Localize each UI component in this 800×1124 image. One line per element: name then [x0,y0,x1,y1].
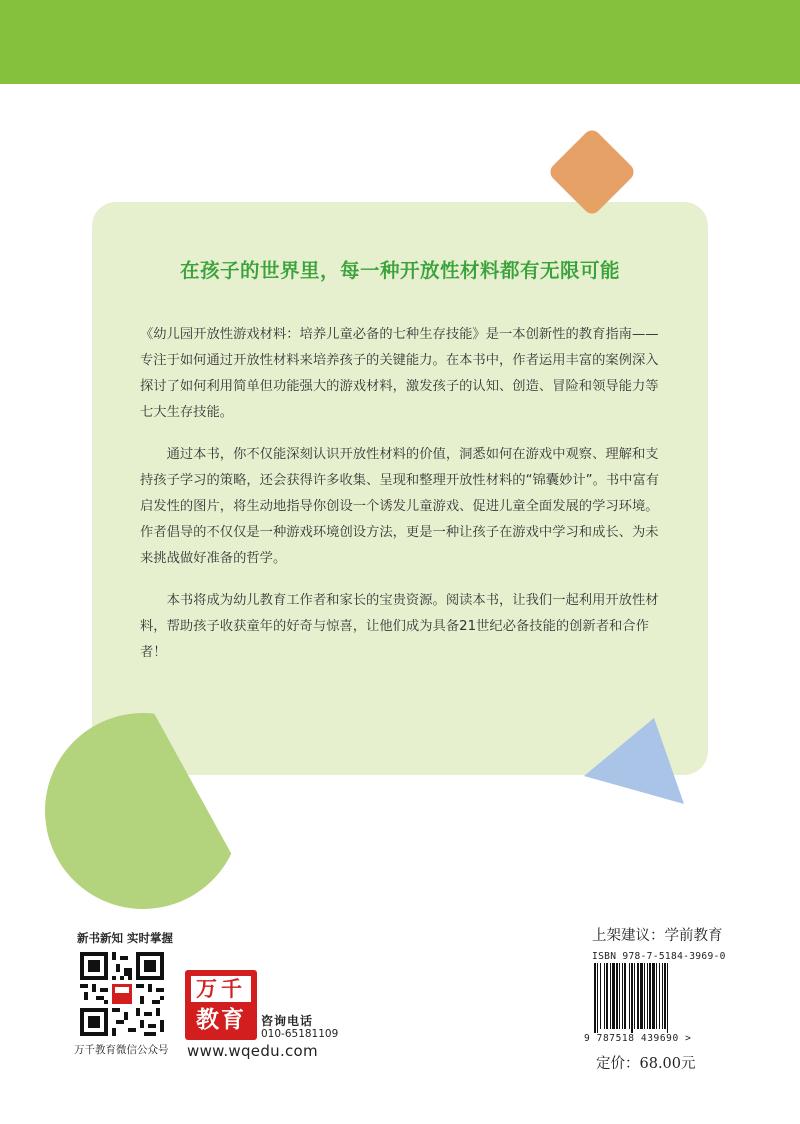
description-paragraph-1: 《幼儿园开放性游戏材料：培养儿童必备的七种生存技能》是一本创新性的教育指南——专注于如何通过开放性材料来培养孩子的关键能力。在本书中，作者运用丰富的案例深入探讨了如何利用简单但功能强大的游戏材料，激发孩子的认知、创造、冒险和领导能力等七大生存技能。 [140,327,659,420]
price: 定价：68.00元 [596,1056,696,1072]
qr-caption: 万千教育微信公众号 [74,1044,169,1056]
logo-text-bottom: 教育 [196,1007,246,1033]
phone-label: 咨询电话 [261,1014,314,1028]
logo-text-top: 万千 [191,976,251,1002]
description-paragraph-2: 通过本书，你不仅能深刻认识开放性材料的价值，洞悉如何在游戏中观察、理解和支持孩子学习的策略，还会获得许多收集、呈现和整理开放性材料的“锦囊妙计”。书中富有启发性的图片，将生动地指导你创设一个诱发儿童游戏、促进儿童全面发展的学习环境。作者倡导的不仅仅是一种游戏环境创设方法，更是一种让孩子在游戏中学习和成长、为未来挑战做好准备的哲学。 [140,447,660,566]
isbn: ISBN 978-7-5184-3969-0 [592,951,726,962]
barcode-icon [592,963,716,1033]
barcode-digits: 9 787518 439690 > [584,1033,692,1044]
phone-number: 010-65181109 [261,1028,339,1040]
description [140,322,662,682]
qr-code-icon [80,952,164,1036]
website-link[interactable]: www.wqedu.com [187,1042,318,1060]
headline: 在孩子的世界里，每一种开放性材料都有无限可能 [179,259,620,282]
publisher-logo [185,970,257,1040]
top-green-band [0,0,800,84]
description-paragraph-3: 本书将成为幼儿教育工作者和家长的宝贵资源。阅读本书，让我们一起利用开放性材料，帮助孩子收获童年的好奇与惊喜，让他们成为具备21世纪必备技能的创新者和合作者！ [140,593,659,660]
qr-title: 新书新知 实时掌握 [77,931,174,945]
shelf-suggestion: 上架建议：学前教育 [592,928,723,944]
